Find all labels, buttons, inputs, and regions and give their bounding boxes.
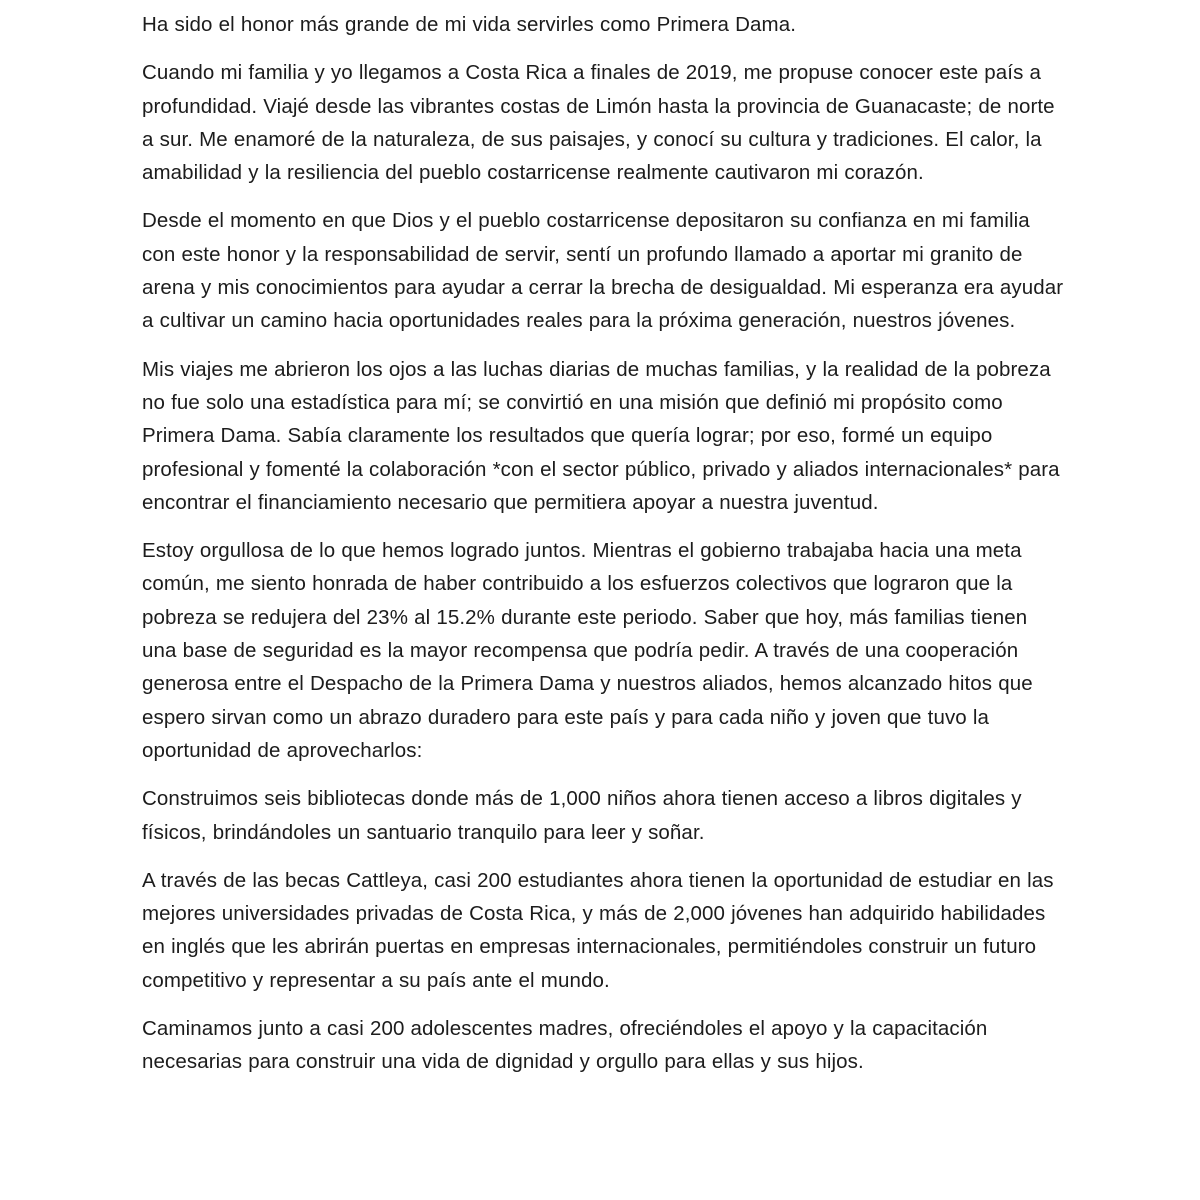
- paragraph-teen-mothers: Caminamos junto a casi 200 adolescentes madres, ofreciéndoles el apoyo y la capacitación necesarias para construir una vida de dignidad y orgullo para ellas y sus hijos.: [142, 1017, 988, 1074]
- paragraph-scholarships: A través de las becas Cattleya, casi 200 estudiantes ahora tienen la oportunidad de estudiar en las mejores universidades privadas de Costa Rica, y más de 2,000 jóvenes han adquirido habilidades en inglés que les abrirán puertas en empresas internacionales, permitiéndoles construir un futuro competitivo y representar a su país ante el mundo.: [142, 868, 1054, 992]
- paragraph-arrival: Cuando mi familia y yo llegamos a Costa Rica a finales de 2019, me propuse conocer este país a profundidad. Viajé desde las vibrantes costas de Limón hasta la provincia de Guanacaste; de norte a sur. Me enamoré de la naturaleza, de sus paisajes, y conocí su cultura y tradiciones. El calor, la amabilidad y la resiliencia del pueblo costarricense realmente cautivaron mi corazón.: [142, 61, 1055, 185]
- document-body: [142, 8, 1067, 1094]
- paragraph-honor: Ha sido el honor más grande de mi vida servirles como Primera Dama.: [142, 13, 797, 36]
- paragraph-mission: Mis viajes me abrieron los ojos a las luchas diarias de muchas familias, y la realidad de la pobreza no fue solo una estadística para mí; se convirtió en una misión que definió mi propósito como Primera Dama. Sabía claramente los resultados que quería lograr; por eso, formé un equipo profesional y fomenté la colaboración *con el sector público, privado y aliados internacionales* para encontrar el financiamiento necesario que permitiera apoyar a nuestra juventud.: [142, 357, 1060, 514]
- paragraph-calling: Desde el momento en que Dios y el pueblo costarricense depositaron su confianza en mi familia con este honor y la responsabilidad de servir, sentí un profundo llamado a aportar mi granito de arena y mis conocimientos para ayudar a cerrar la brecha de desigualdad. Mi esperanza era ayudar a cultivar un camino hacia oportunidades reales para la próxima generación, nuestros jóvenes.: [142, 209, 1064, 333]
- paragraph-achievements: Estoy orgullosa de lo que hemos logrado juntos. Mientras el gobierno trabajaba hacia una meta común, me siento honrada de haber contribuido a los esfuerzos colectivos que lograron que la pobreza se redujera del 23% al 15.2% durante este periodo. Saber que hoy, más familias tienen una base de seguridad es la mayor recompensa que podría pedir. A través de una cooperación generosa entre el Despacho de la Primera Dama y nuestros aliados, hemos alcanzado hitos que espero sirvan como un abrazo duradero para este país y para cada niño y joven que tuvo la oportunidad de aprovecharlos:: [142, 539, 1033, 762]
- paragraph-libraries: Construimos seis bibliotecas donde más de 1,000 niños ahora tienen acceso a libros digitales y físicos, brindándoles un santuario tranquilo para leer y soñar.: [142, 787, 1022, 844]
